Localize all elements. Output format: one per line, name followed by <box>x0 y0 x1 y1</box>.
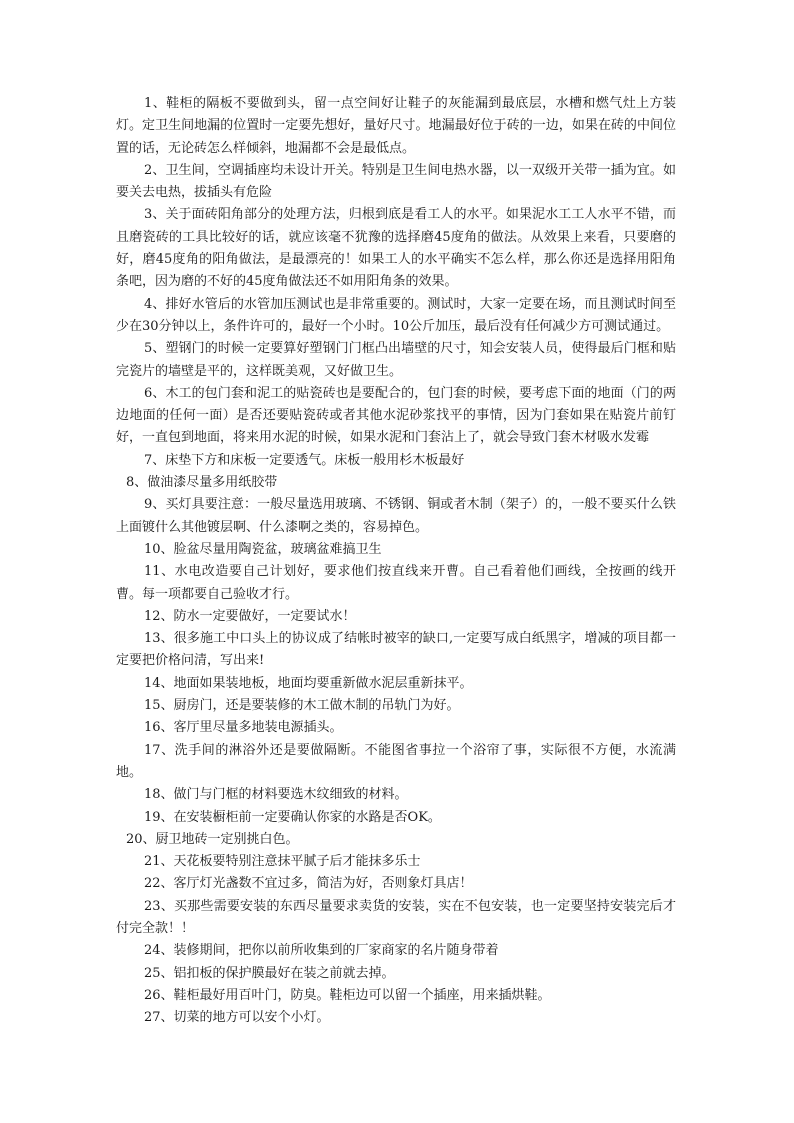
paragraph-1: 1、鞋柜的隔板不要做到头，留一点空间好让鞋子的灰能漏到最底层，水槽和燃气灶上方装灯。定卫生间地漏的位置时一定要先想好，量好尺寸。地漏最好位于砖的一边，如果在砖的中间位置的话，无论砖怎么样倾斜，地漏都不会是最低点。 <box>116 96 676 156</box>
paragraph-19: 19、在安装橱柜前一定要确认你家的水路是否OK。 <box>144 809 441 825</box>
paragraph-13: 13、很多施工中口头上的协议成了结帐时被宰的缺口,一定要写成白纸黑字，增减的项目都一定要把价格问清，写出来! <box>116 631 676 669</box>
paragraph-18: 18、做门与门框的材料要选木纹细致的材料。 <box>144 787 408 803</box>
paragraph-10: 10、脸盆尽量用陶瓷盆，玻璃盆难搞卫生 <box>144 541 382 557</box>
paragraph-21: 21、天花板要特别注意抹平腻子后才能抹多乐士 <box>144 854 421 870</box>
paragraph-12: 12、防水一定要做好，一定要试水！ <box>144 608 356 624</box>
paragraph-16: 16、客厅里尽量多地装电源插头。 <box>144 720 343 736</box>
document-body <box>116 93 676 1029</box>
paragraph-26: 26、鞋柜最好用百叶门，防臭。鞋柜边可以留一个插座，用来插烘鞋。 <box>144 987 551 1003</box>
paragraph-17: 17、洗手间的淋浴外还是要做隔断。不能图省事拉一个浴帘了事，实际很不方便，水流满地。 <box>116 742 676 780</box>
paragraph-22: 22、客厅灯光盏数不宜过多，简洁为好，否则象灯具店！ <box>144 876 473 892</box>
paragraph-14: 14、地面如果装地板，地面均要重新做水泥层重新抹平。 <box>144 675 473 691</box>
paragraph-9: 9、买灯具要注意：一般尽量选用玻璃、不锈钢、铜或者木制（架子）的，一般不要买什么铁上面镀什么其他镀层啊、什么漆啊之类的，容易掉色。 <box>116 497 676 535</box>
paragraph-5: 5、塑钢门的时候一定要算好塑钢门门框凸出墙壁的尺寸，知会安装人员，使得最后门框和贴完瓷片的墙壁是平的，这样既美观，又好做卫生。 <box>116 341 676 379</box>
paragraph-24: 24、装修期间，把你以前所收集到的厂家商家的名片随身带着 <box>144 943 499 959</box>
paragraph-2: 2、卫生间，空调插座均未设计开关。特别是卫生间电热水器，以一双级开关带一插为宜。如要关去电热，拔插头有危险 <box>116 162 676 201</box>
paragraph-15: 15、厨房门，还是要装修的木工做木制的吊轨门为好。 <box>144 698 460 714</box>
paragraph-20: 20、厨卫地砖一定别挑白色。 <box>126 831 299 847</box>
paragraph-7: 7、床垫下方和床板一定要透气。床板一般用杉木板最好 <box>144 452 465 468</box>
paragraph-4: 4、排好水管后的水管加压测试也是非常重要的。测试时，大家一定要在场，而且测试时间至少在30分钟以上，条件许可的，最好一个小时。10公斤加压，最后没有任何减少方可测试通过。 <box>116 296 676 334</box>
paragraph-11: 11、水电改造要自己计划好，要求他们按直线来开曹。自己看着他们画线，全按画的线开曹。每一项都要自己验收才行。 <box>116 564 676 602</box>
paragraph-27: 27、切菜的地方可以安个小灯。 <box>144 1010 330 1026</box>
paragraph-8: 8、做油漆尽量多用纸胶带 <box>126 475 278 491</box>
paragraph-23: 23、买那些需要安装的东西尽量要求卖货的安装，实在不包安装，也一定要坚持安装完后才付完全款！！ <box>116 898 676 936</box>
paragraph-25: 25、铝扣板的保护膜最好在装之前就去掉。 <box>144 965 395 981</box>
paragraph-3: 3、关于面砖阳角部分的处理方法，归根到底是看工人的水平。如果泥水工工人水平不错，而且磨瓷砖的工具比较好的话，就应该毫不犹豫的选择磨45度角的做法。从效果上来看，只要磨的好，磨45度角的阳角做法，是最漂亮的！如果工人的水平确实不怎么样，那么你还是选择用阳角条吧，因为磨的不好的45度角做法还不如用阳角条的效果。 <box>116 207 676 290</box>
paragraph-6: 6、木工的包门套和泥工的贴瓷砖也是要配合的，包门套的时候，要考虑下面的地面（门的两边地面的任何一面）是否还要贴瓷砖或者其他水泥砂浆找平的事情，因为门套如果在贴瓷片前钉好，一直包到地面，将来用水泥的时候，如果水泥和门套沾上了，就会导致门套木材吸水发霉 <box>116 385 676 446</box>
